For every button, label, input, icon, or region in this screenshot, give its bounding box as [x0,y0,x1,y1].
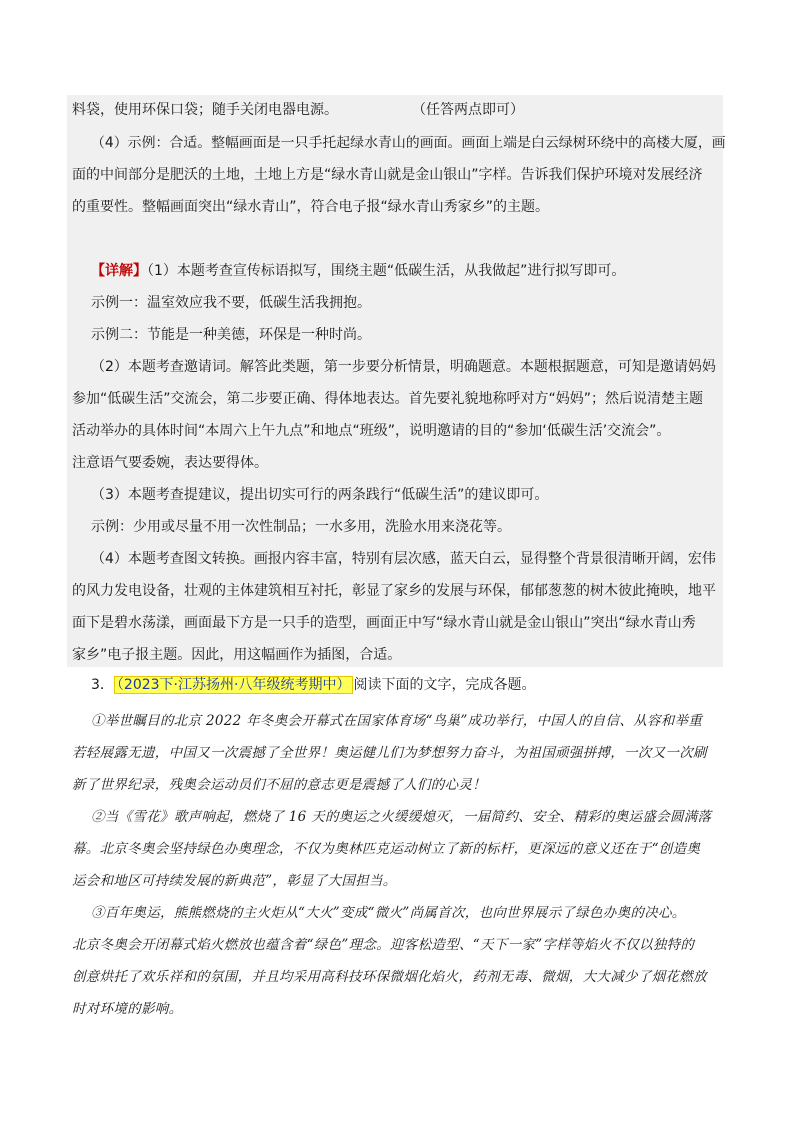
answer-line-2: （4）示例：合适。整幅画面是一只手托起绿水青山的画面。画面上端是白云绿树环绕中的高楼大厦，画 [91,135,726,151]
detail-line-5: 参加“低碳生活”交流会，第二步要正确、得体地表达。首先要礼貌地称呼对方“妈妈”；然后说清楚主题 [72,391,704,407]
passage-p3-line-4: 时对环境的影响。 [72,1001,183,1017]
detail-line-12: 面下是碧水荡漾，画面最下方是一只手的造型，画面正中写“绿水青山就是金山银山”突出“绿水青山秀 [72,615,696,631]
answer-line-1: 料袋，使用环保口袋；随手关闭电器电源。 [72,102,338,118]
passage-p2-line-3: 运会和地区可持续发展的新典范”，彰显了大国担当。 [72,873,397,889]
answer-hint: （任答两点即可） [412,102,524,118]
detail-line-1-text: （1）本题考查宣传标语拟写，围绕主题“低碳生活，从我做起”进行拟写即可。 [147,263,626,279]
detail-line-10: （4）本题考查图文转换。画报内容丰富，特别有层次感，蓝天白云，显得整个背景很清晰开阔，宏伟 [91,551,716,567]
detail-line-2: 示例一：温室效应我不要，低碳生活我拥抱。 [91,295,371,311]
passage-p3-line-1: ③百年奥运，熊熊燃烧的主火炬从“大火”变成“微火”尚属首次，也向世界展示了绿色办奥的决心。 [91,905,686,921]
detail-line-9: 示例：少用或尽量不用一次性制品；一水多用，洗脸水用来浇花等。 [91,519,511,535]
detail-line-3: 示例二：节能是一种美德，环保是一种时尚。 [91,327,371,343]
passage-p1-line-3: 新了世界纪录，残奥会运动员们不屈的意志更是震撼了人们的心灵！ [72,777,486,793]
detail-line-8: （3）本题考查提建议，提出切实可行的两条践行“低碳生活”的建议即可。 [91,487,549,503]
detail-line-4: （2）本题考查邀请词。解答此类题，第一步要分析情景，明确题意。本题根据题意，可知是邀请妈妈 [91,359,716,375]
answer-line-4: 的重要性。整幅画面突出“绿水青山”，符合电子报“绿水青山秀家乡”的主题。 [72,199,550,215]
passage-p2-line-2: 幕。北京冬奥会坚持绿色办奥理念，不仅为奥林匹克运动树立了新的标杆，更深远的意义还在于“创造奥 [72,841,701,857]
answer-line-3: 面的中间部分是肥沃的土地，土地上方是“绿水青山就是金山银山”字样。告诉我们保护环境对发展经济 [72,167,703,183]
question-number: 3． [91,677,114,693]
passage-p1-line-1: ①举世瞩目的北京 2022 年冬奥会开幕式在国家体育场“鸟巢”成功举行，中国人的自信、从容和举重 [91,713,703,729]
passage-p2-line-1: ②当《雪花》歌声响起，燃烧了 16 天的奥运之火缓缓熄灭，一届简约、安全、精彩的奥运盛会圆满落 [91,809,712,825]
detail-line-11: 的风力发电设备，壮观的主体建筑相互衬托，彰显了家乡的发展与环保，郁郁葱葱的树木彼此掩映，地平 [72,583,716,599]
detail-line-1 [91,262,625,280]
passage-p3-line-2: 北京冬奥会开闭幕式焰火燃放也蕴含着“绿色”理念。迎客松造型、“天下一家”字样等焰火不仅以独特的 [72,937,695,953]
question-source-badge: （2023下·江苏扬州·八年级统考期中） [114,676,354,694]
question-prompt: 阅读下面的文字，完成各题。 [353,677,536,693]
passage-p1-line-2: 若轻展露无遗，中国又一次震撼了全世界！奥运健儿们为梦想努力奋斗，为祖国顽强拼搏，一次又一次刷 [72,745,707,761]
passage-p3-line-3: 创意烘托了欢乐祥和的氛围，并且均采用高科技环保微烟化焰火，药剂无毒、微烟，大大减少了烟花燃放 [72,969,707,985]
question-3-header [91,676,535,694]
detail-line-13: 家乡”电子报主题。因此，用这幅画作为插图，合适。 [72,647,402,663]
detail-line-6: 活动举办的具体时间“本周六上午九点”和地点“班级”，说明邀请的目的“参加‘低碳生活’交流会”。 [72,423,671,439]
detail-tag: 【详解】 [91,263,147,279]
detail-line-7: 注意语气要委婉，表达要得体。 [72,455,268,471]
